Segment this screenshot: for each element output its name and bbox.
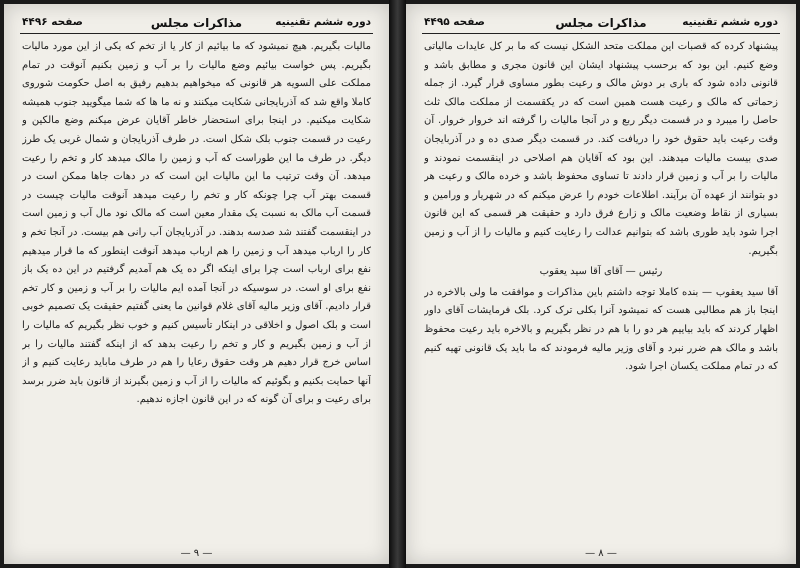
book-gutter xyxy=(389,0,406,568)
left-title: مذاكرات مجلس xyxy=(150,16,243,30)
speaker-paragraph: آقا سید یعقوب — بنده کاملا توجه داشتم باین مذاکرات و موافقت ما ولی بالاخره در اینجا باز هم مطالبی هست که نمیشود آنرا بکلی ترک کرد. بلک فرمایشات آقای داور اظهار کردند که باید بیاییم هر دو را با هم در نظر بگیریم و بالاخره باید رعیت محفوظ باشد و مالک هم ضرر نبرد و آقای وزیر مالیه فرمودند که ما باید یک قانونی تهیه کنیم که در تمام مملکت یکسان اجرا شود. xyxy=(424,286,778,373)
left-figure-number: — ۹ — xyxy=(180,548,213,559)
left-session-label: دوره ششم تقنينيه xyxy=(275,16,371,28)
right-page-number: صفحه ۴۴۹۵ xyxy=(424,16,485,28)
right-figure-number: — ۸ — xyxy=(585,548,617,559)
right-body-text xyxy=(424,38,778,542)
right-page-header xyxy=(424,16,778,32)
right-paragraph: پیشنهاد کرده که قصبات این مملکت متحد الشکل نیست که ما بر کل عایدات مالیاتی وضع کنیم. این بود که برحسب پیشنهاد ایشان این قانون مجری و مطابق باشد و قانونی داده شود که باری بر دوش مالک و رعیت بطور مساوی قرار گیرد. از جمله زحماتی که مالک و رعیت هست همین است که در یکقسمت از مملکت مالک ثلث حاصل را میبرد و در قسمت دیگر ربع و در آنجا مالیات را گرفته اند خروار خروار. آن وقت رعیت باید حقوق خود را دریافت کند. در قسمت دیگر صدی ده و در آذربایجان صدی بیست مالیات میدهند. این بود که آقایان هم اصلاحی در اینقسمت نمودند و مالیات را بر آب و زمین قرار دادند تا تساوی محفوظ باشد و خرده مالک و رعیت هر دو بتوانند از عهده آن برآیند. اطلاعات خودم را عرض میکنم که در شهریار و ورامین و بسیاری از نقاط وضعیت مالک و زارع فرق دارد و حقیقت هر قسمی که این قانون اجرا شود باید طوری باشد که بتوانیم عدالت را رعایت کنیم و مالیات را از آب و زمین بگیریم. xyxy=(424,41,778,257)
right-session-label: دوره ششم تقنينيه xyxy=(682,16,778,28)
left-header-rule xyxy=(20,33,373,34)
speaker-separator: رئیس — آقای آقا سید یعقوب xyxy=(539,266,663,278)
left-page-header xyxy=(22,16,371,32)
left-page xyxy=(4,4,389,564)
left-page-number: صفحه ۴۴۹۶ xyxy=(22,16,83,28)
right-title: مذاكرات مجلس xyxy=(555,16,647,30)
right-page xyxy=(406,4,796,564)
right-header-rule xyxy=(422,33,780,34)
left-paragraph: مالیات بگیریم. هیچ نمیشود که ما بیائیم از کار یا از تخم که یکی از این مورد مالیات بگیریم. پس خواست بیائیم وضع مالیات را بر آب و زمین بکنیم آنوقت در تمام مملکت علی السویه هر قانونی که میخواهیم بدهیم رفیق به اصل حکومت شوروی کاملا واقع شد که آذربایجانی شکایت میکنند و نه ما ها که شما میگویید جنوب همیشه شکایت میکنیم. در اینجا برای استحضار خاطر آقایان عرض میکنم وضع مالکین و رعیت در قسمت جنوب بلک شکل است. در طرف آذربایجان و شمال غربی یک طرز دیگر. در طرف ما این طوراست که آب و زمین را مالک میدهد کار و تخم را رعیت میدهد. آن وقت ترتیب ما این مالیات این است که در دهات جاها ممکن است در قسمت بهتر آب چرا چونکه کار و تخم را رعیت میدهد آنوقت مالیات چیست در قسمت آب مالک به نسبت یک مقدار معین است که مالک نود مال آب و زمین است در اینقسمت گفتند شد صدسه بدهند. در آذربایجان آب رانی هم بیست. در آنجا تخم و کار را ارباب میدهد آب و زمین را هم ارباب میدهد آنوقت اینطور که ما قرار میدهیم نفع برای ارباب است چرا برای اینکه اگر ده یک هم آمدیم گرفتیم در این ده یک باز نفع برای او است. در سوسیکه در آنجا آمده ایم مالیات را بر آب و زمین و کار تخم قرار دادیم. آقای وزیر مالیه آقای غلام قوانین ما یعنی گفتیم حقیقت یک تصمیم خوبی است و بلک اصول و اخلاقی در اینکار تأسیس کنیم و خوب نظر بگیریم که مالیات را از آب و زمین بگیریم و کار و تخم را رعیت بدهد که از اینکه گفتند مالیات را بر اساس خرج قرار دهیم هر وقت حقوق رعایا را هم در طرف ماباید رعایت کنیم و از آنها حمایت بکنیم و بگوئیم که مالیات را از آب و زمین بگیرند از قانون باید ضرر برسد برای رعیت و برای آن گونه که در این قانون اجازه ندهیم. xyxy=(22,41,371,406)
left-body-text xyxy=(22,38,371,542)
